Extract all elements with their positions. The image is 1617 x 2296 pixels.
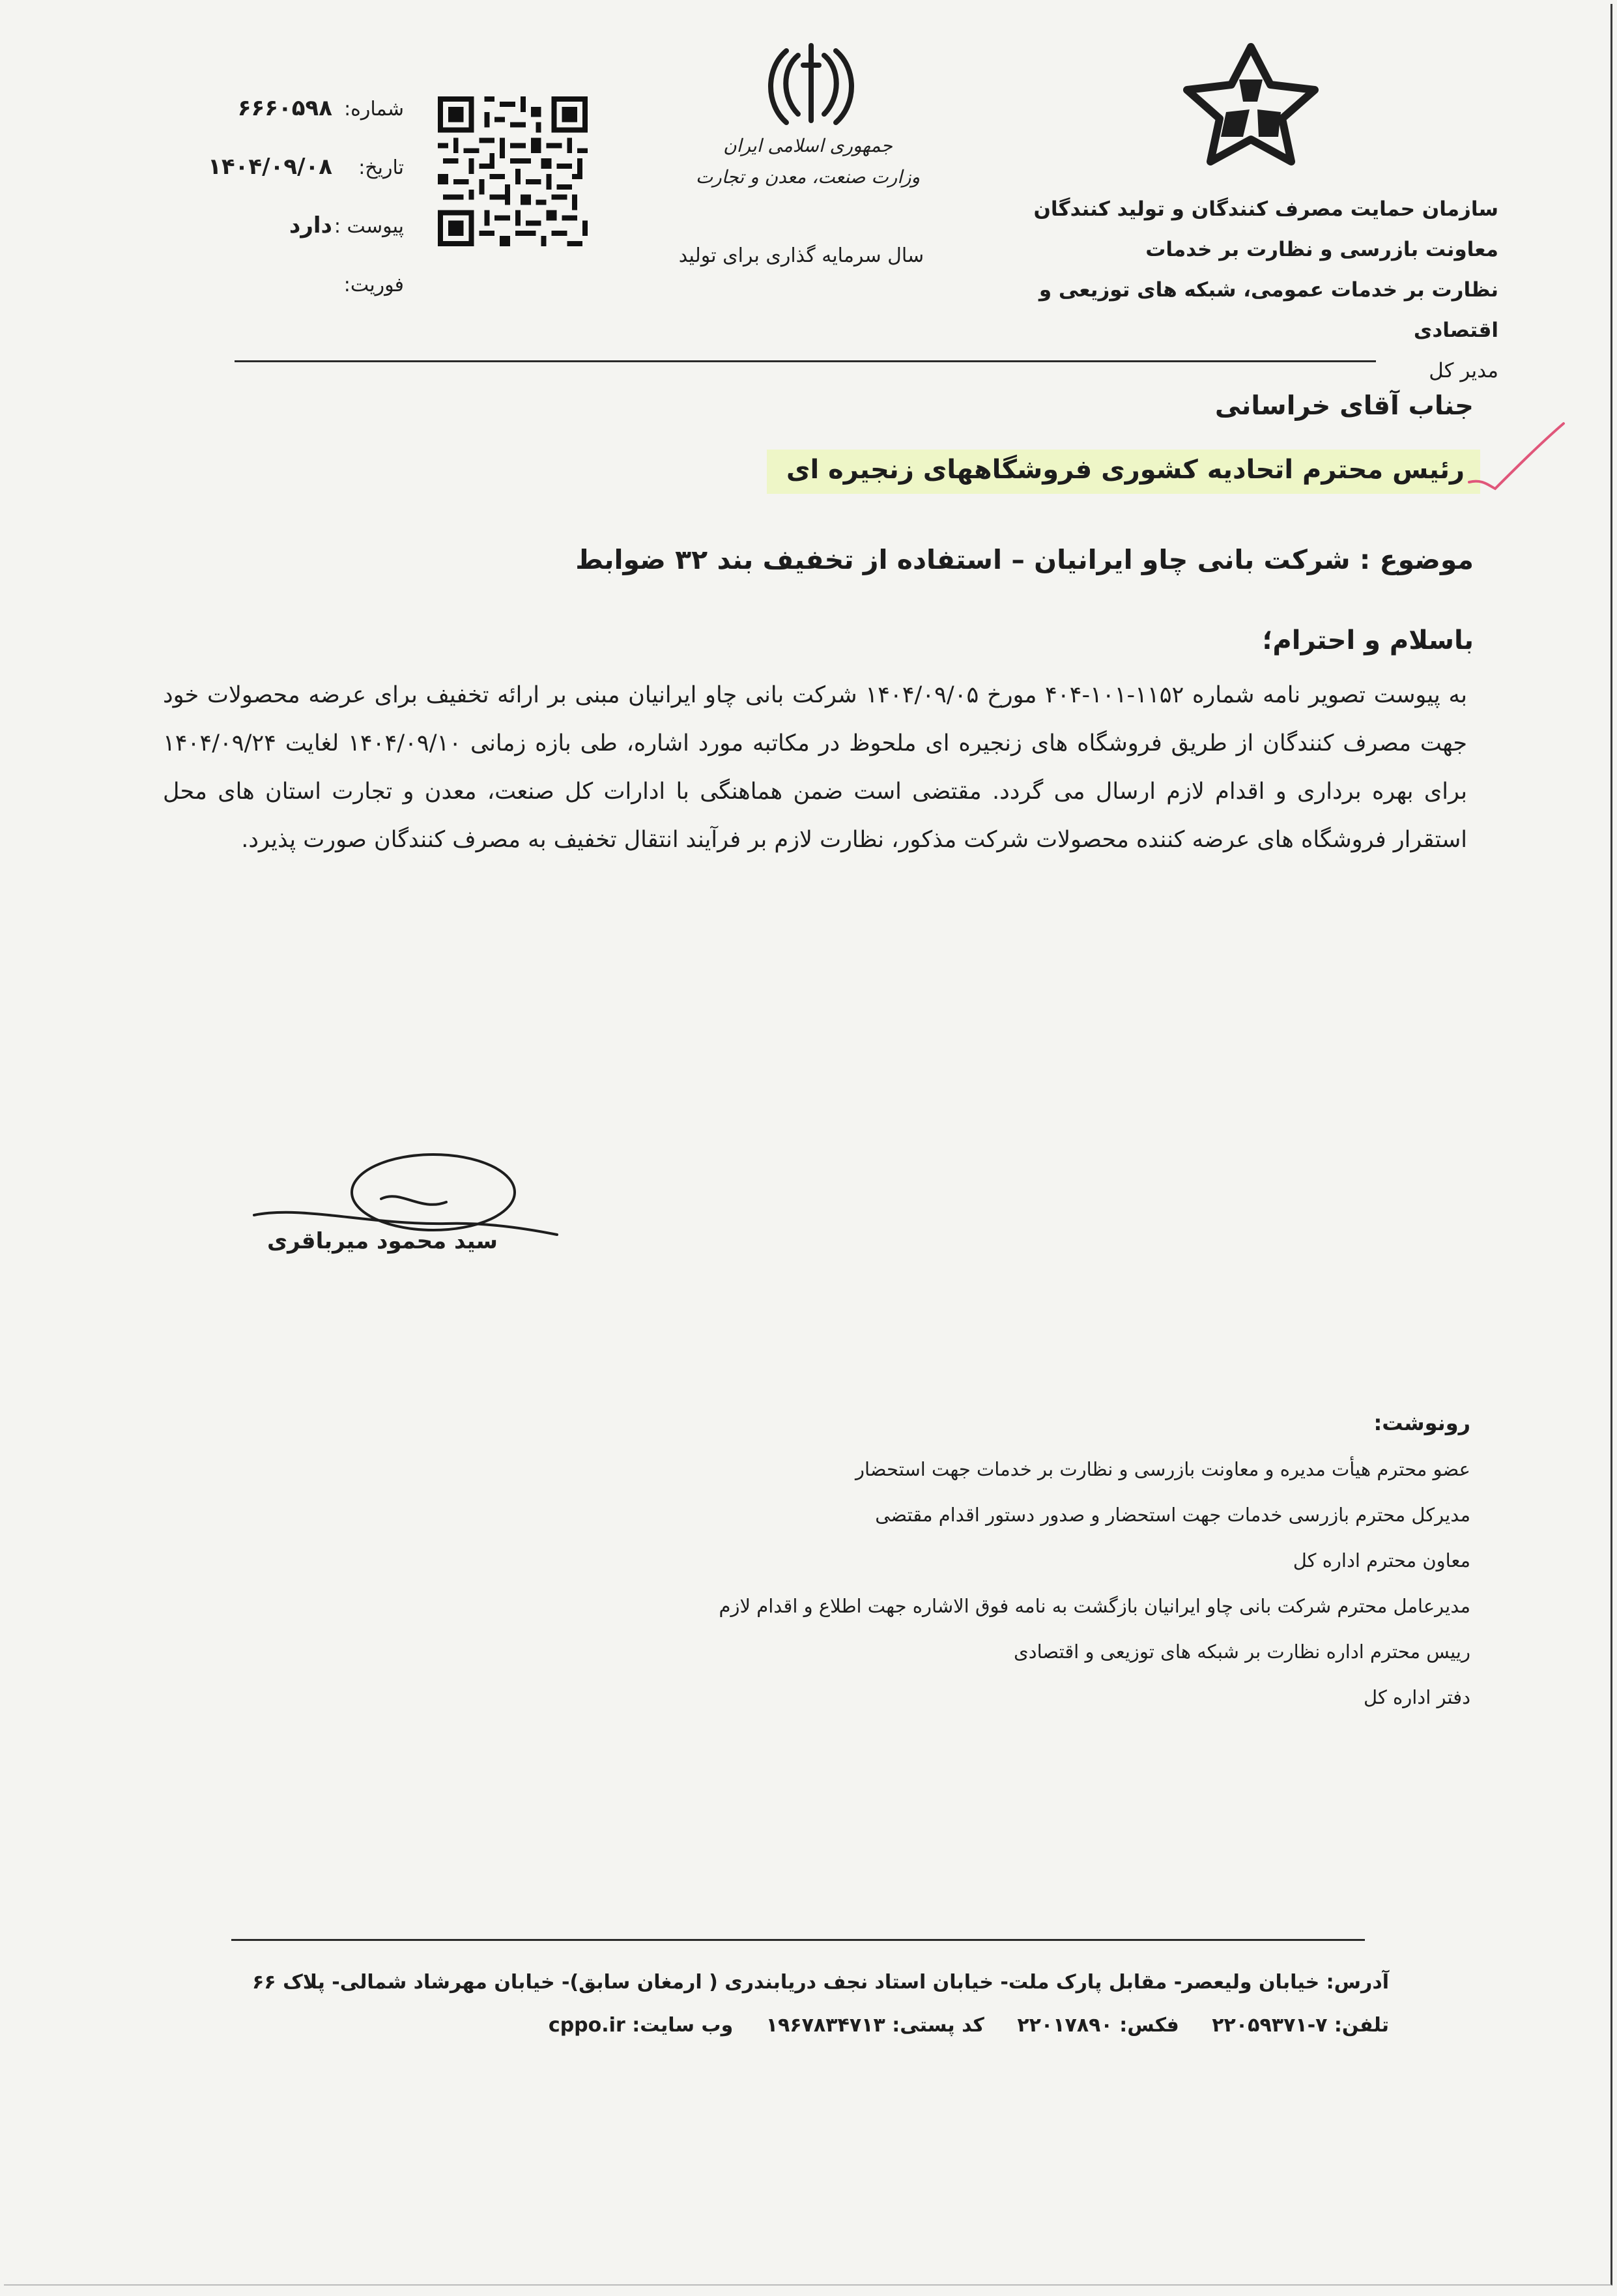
org-line-2: معاونت بازرسی و نظارت بر خدمات — [1145, 238, 1498, 261]
letter-date-value: ۱۴۰۴/۰۹/۰۸ — [208, 154, 332, 180]
greeting: باسلام و احترام؛ — [1262, 625, 1474, 655]
org-line-4: مدیر کل — [1429, 359, 1498, 382]
footer — [216, 1961, 1389, 2047]
signatory-name: سید محمود میرباقری — [267, 1228, 498, 1254]
handwritten-signature-icon — [251, 1140, 564, 1277]
letter-body: به پیوست تصویر نامه شماره ۱۱۵۲-۱۰۱-۴۰۴ مورخ ۱۴۰۴/۰۹/۰۵ شرکت بانی چاو ایرانیان مبنی بر ارائه تخفیف برای عرضه محصولات خود جهت مصرف کنندگان از طریق فروشگاه های زنجیره ای ملحوظ در مکاتبه مورد اشاره، طی بازه زمانی ۱۴۰۴/۰۹/۱۰ لغایت ۱۴۰۴/۰۹/۲۴ برای بهره برداری و اقدام لازم ارسال می گردد. مقتضی است ضمن هماهنگی با ادارات کل صنعت، معدن و تجارت استان های محل استقرار فروشگاه های عرضه کننده محصولات شرکت مذکور، نظارت لازم بر فرآیند انتقال تخفیف به مصرف کنندگان صورت پذیرد. — [163, 682, 1468, 853]
cc-item: مدیرعامل محترم شرکت بانی چاو ایرانیان بازگشت به نامه فوق الاشاره جهت اطلاع و اقدام لازم — [719, 1595, 1470, 1617]
addressee: جناب آقای خراسانی — [1214, 391, 1474, 421]
cc-item: مدیرکل محترم بازرسی خدمات جهت استحضار و صدور دستور اقدام مقتضی — [875, 1504, 1470, 1526]
letter-date-label: تاریخ: — [358, 156, 404, 179]
ministry-line-2: وزارت صنعت، معدن و تجارت — [695, 166, 921, 188]
cc-title: رونوشت: — [1373, 1411, 1470, 1435]
letter-number-row — [130, 95, 404, 137]
attachment-row — [130, 212, 404, 254]
cc-item: دفتر اداره کل — [1364, 1686, 1470, 1708]
letter-number-label: شماره: — [344, 98, 404, 121]
letter-number-value: ۶۶۶۰۵۹۸ — [237, 95, 332, 121]
letter-date-row — [130, 156, 404, 195]
attachment-value: دارد — [289, 212, 332, 238]
addressee-title: رئیس محترم اتحادیه کشوری فروشگاههای زنجیره ای — [767, 450, 1480, 494]
urgency-row — [130, 274, 404, 313]
year-slogan: سال سرمایه گذاری برای تولید — [678, 244, 924, 267]
org-line-3: نظارت بر خدمات عمومی، شبکه های توزیعی و اقتصادی — [1038, 278, 1498, 342]
iran-emblem-icon — [766, 39, 857, 130]
urgency-label: فوریت: — [343, 274, 404, 296]
ministry-header — [691, 130, 925, 193]
footer-website-link[interactable]: cppo.ir — [548, 2014, 625, 2037]
letter-subject: موضوع : شرکت بانی چاو ایرانیان – استفاده از تخفیف بند ۳۲ ضوابط — [575, 544, 1474, 575]
footer-postal-code: کد پستی: ۱۹۶۷۸۳۴۷۱۳ — [766, 2014, 984, 2037]
cc-list — [623, 1453, 1470, 1727]
qr-code — [438, 96, 588, 246]
ministry-line-1: جمهوری اسلامی ایران — [723, 135, 893, 156]
checkmark-icon — [1463, 417, 1567, 495]
cc-item: رییس محترم اداره نظارت بر شبکه های توزیعی و اقتصادی — [1013, 1641, 1470, 1663]
org-line-1: سازمان حمایت مصرف کنندگان و تولید کنندگان — [1033, 197, 1498, 221]
footer-divider — [231, 1939, 1365, 1941]
footer-phone: تلفن: ۷-۲۲۰۵۹۳۷۱ — [1212, 2014, 1389, 2037]
cc-item: معاون محترم اداره کل — [1293, 1549, 1470, 1571]
cppo-star-logo-icon — [1166, 39, 1336, 169]
footer-website-label: وب سایت: — [632, 2014, 734, 2037]
footer-contacts — [216, 2004, 1389, 2047]
cc-item: عضو محترم هیأت مدیره و معاونت بازرسی و نظارت بر خدمات جهت استحضار — [855, 1458, 1470, 1480]
header-divider — [235, 360, 1376, 362]
footer-address: آدرس: خیابان ولیعصر- مقابل پارک ملت- خیابان استاد نجف دریابندری ( ارمغان سابق)- خیابان مهرشاد شمالی- پلاک ۶۶ — [252, 1971, 1389, 1994]
attachment-label: پیوست : — [334, 215, 404, 238]
footer-fax: فکس: ۲۲۰۱۷۸۹۰ — [1017, 2014, 1179, 2037]
